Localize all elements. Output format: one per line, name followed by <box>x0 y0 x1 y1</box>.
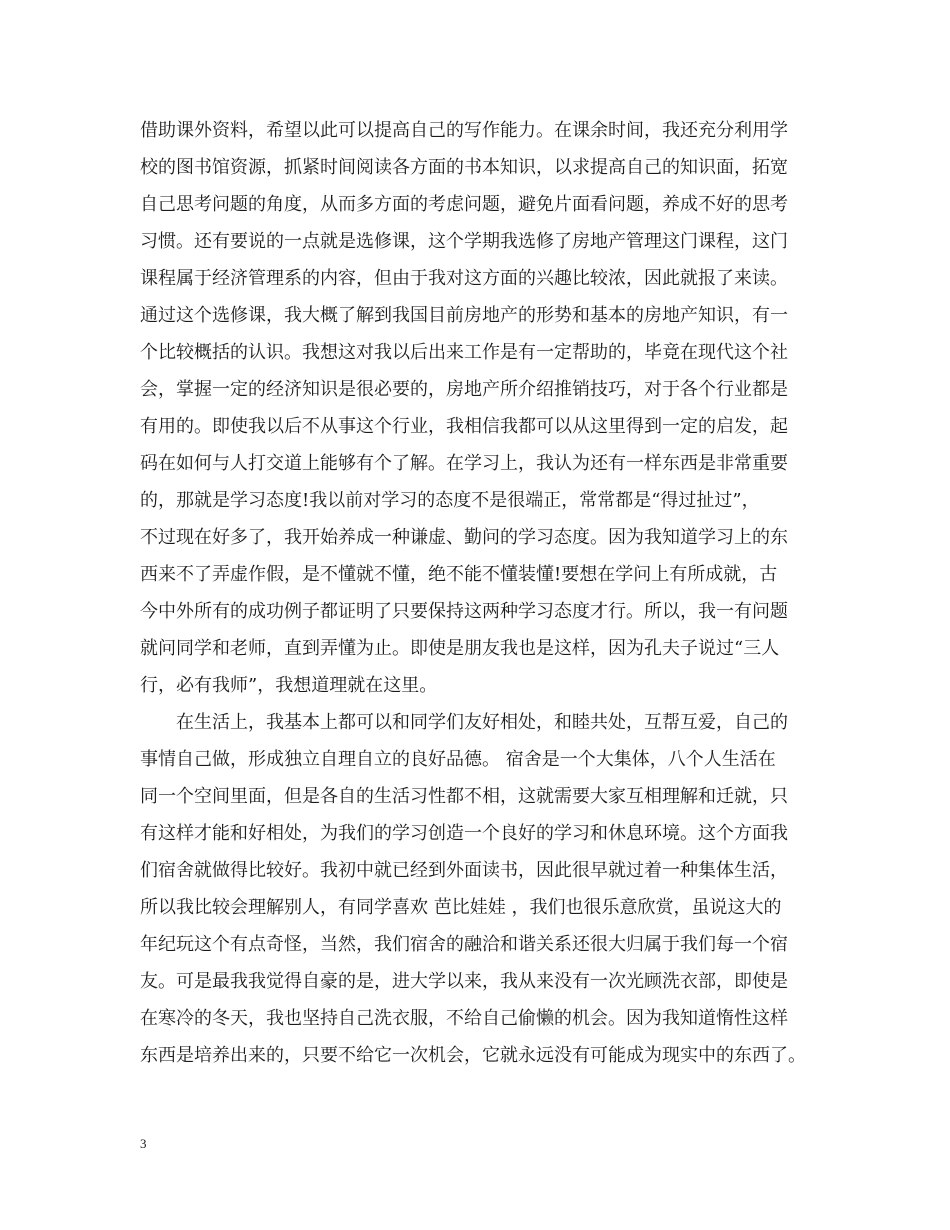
text-line: 在寒冷的冬天，我也坚持自己洗衣服，不给自己偷懒的机会。因为我知道惰性这样 <box>140 1008 788 1029</box>
paragraph-start-line: 在生活上，我基本上都可以和同学们友好相处，和睦共处，互帮互爱，自己的 <box>176 712 788 733</box>
text-line: 个比较概括的认识。我想这对我以后出来工作是有一定帮助的，毕竟在现代这个社 <box>140 342 788 363</box>
text-line: 课程属于经济管理系的内容，但由于我对这方面的兴趣比较浓，因此就报了来读。 <box>140 268 788 289</box>
text-line: 所以我比较会理解别人，有同学喜欢 芭比娃娃 ，我们也很乐意欣赏，虽说这大的 <box>140 897 782 918</box>
text-line: 校的图书馆资源，抓紧时间阅读各方面的书本知识，以求提高自己的知识面，拓宽 <box>140 157 788 178</box>
page-number: 3 <box>140 1136 147 1151</box>
text-line: 借助课外资料，希望以此可以提高自己的写作能力。在课余时间，我还充分利用学 <box>140 120 788 141</box>
text-line: 码在如何与人打交道上能够有个了解。在学习上，我认为还有一样东西是非常重要 <box>140 453 788 474</box>
text-line: 同一个空间里面，但是各自的生活习性都不相，这就需要大家互相理解和迁就，只 <box>140 786 788 807</box>
text-line: 行，必有我师”，我想道理就在这里。 <box>140 675 438 696</box>
text-line: 东西是培养出来的，只要不给它一次机会，它就永远没有可能成为现实中的东西了。 <box>140 1045 806 1066</box>
text-line: 习惯。还有要说的一点就是选修课，这个学期我选修了房地产管理这门课程，这门 <box>140 231 788 252</box>
text-line: 友。可是最我我觉得自豪的是，进大学以来，我从来没有一次光顾洗衣部，即使是 <box>140 971 788 992</box>
text-line: 今中外所有的成功例子都证明了只要保持这两种学习态度才行。所以，我一有问题 <box>140 601 788 622</box>
body-text <box>140 112 830 1074</box>
text-line: 就问同学和老师，直到弄懂为止。即使是朋友我也是这样，因为孔夫子说过“三人 <box>140 638 780 659</box>
text-line: 会，掌握一定的经济知识是很必要的，房地产所介绍推销技巧，对于各个行业都是 <box>140 379 788 400</box>
text-line: 有用的。即使我以后不从事这个行业，我相信我都可以从这里得到一定的启发，起 <box>140 416 788 437</box>
text-line: 通过这个选修课，我大概了解到我国目前房地产的形势和基本的房地产知识，有一 <box>140 305 788 326</box>
text-line: 事情自己做，形成独立自理自立的良好品德。 宿舍是一个大集体，八个人生活在 <box>140 749 776 770</box>
text-line: 自己思考问题的角度，从而多方面的考虑问题，避免片面看问题，养成不好的思考 <box>140 194 788 215</box>
text-line: 的，那就是学习态度!我以前对学习的态度不是很端正，常常都是“得过扯过”， <box>140 490 760 511</box>
text-line: 有这样才能和好相处，为我们的学习创造一个良好的学习和休息环境。这个方面我 <box>140 823 788 844</box>
text-line: 不过现在好多了，我开始养成一种谦虚、勤问的学习态度。因为我知道学习上的东 <box>140 527 788 548</box>
text-line: 年纪玩这个有点奇怪，当然，我们宿舍的融洽和谐关系还很大归属于我们每一个宿 <box>140 934 788 955</box>
text-line: 西来不了弄虚作假，是不懂就不懂，绝不能不懂装懂!要想在学问上有所成就，古 <box>140 564 778 585</box>
text-line: 们宿舍就做得比较好。我初中就已经到外面读书，因此很早就过着一种集体生活， <box>140 860 788 881</box>
